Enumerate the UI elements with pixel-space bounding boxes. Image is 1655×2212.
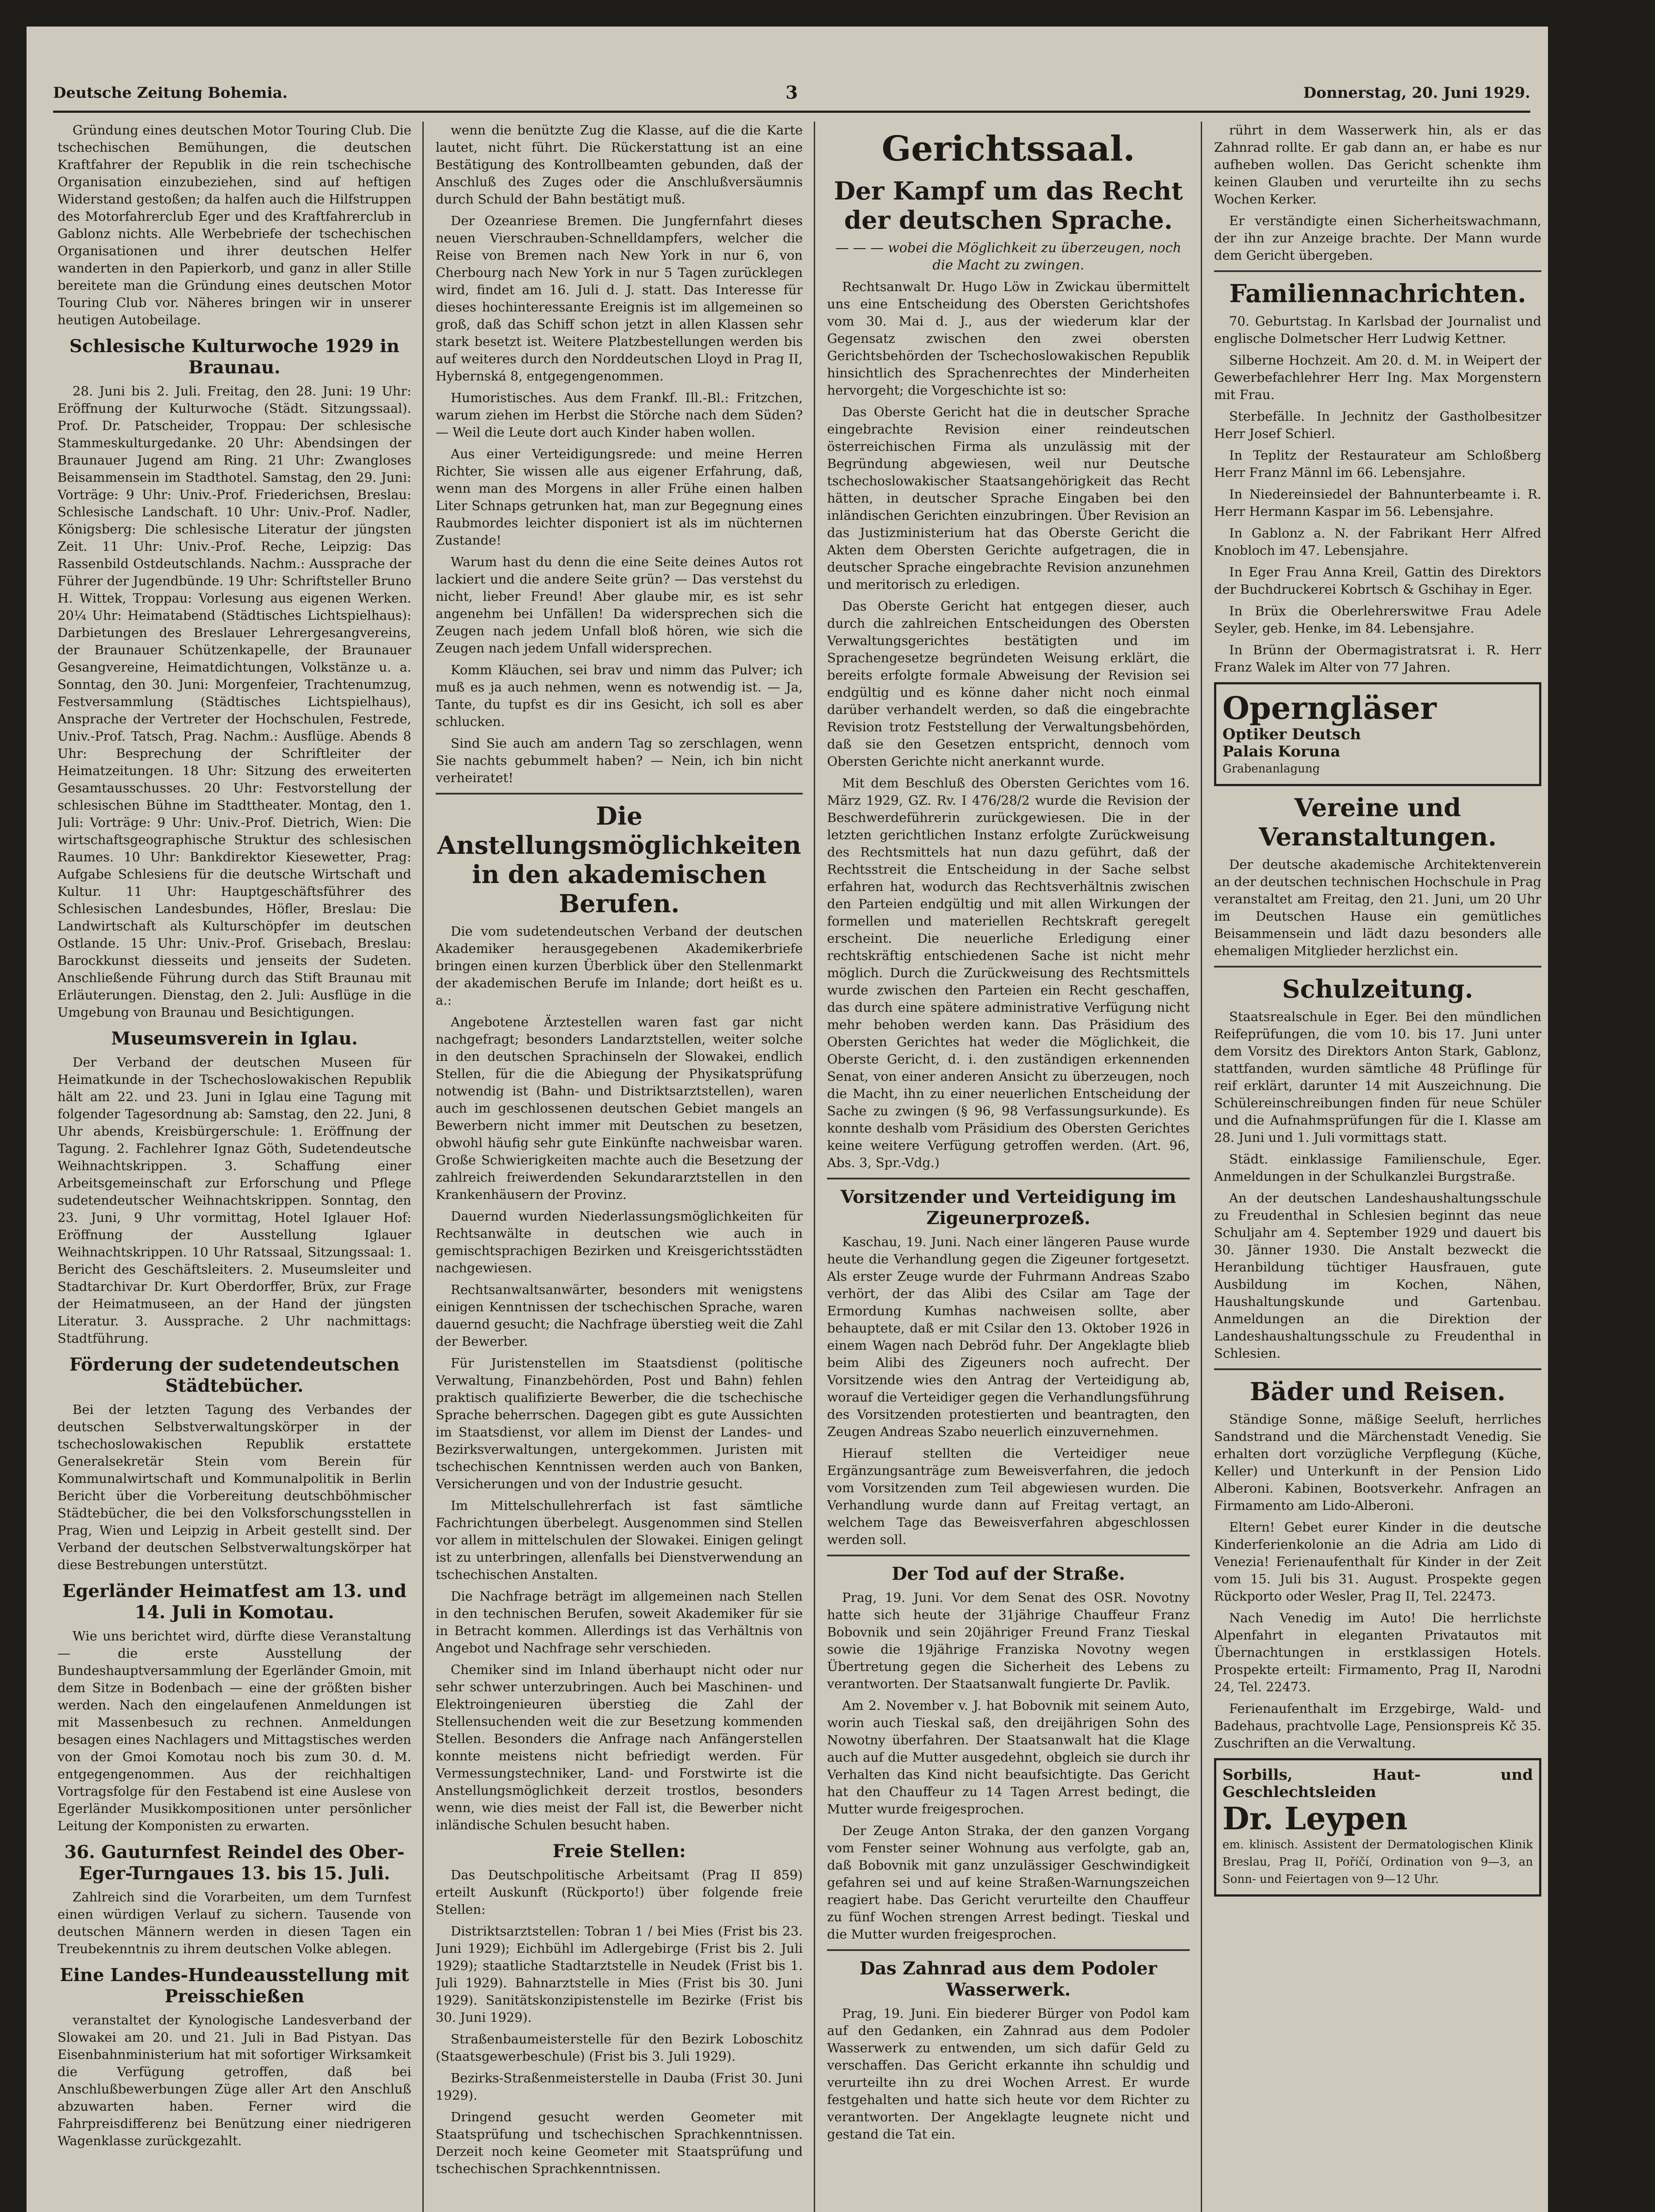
article-humor-4: Komm Kläuchen, sei brav und nimm das Pulver; ich muß es ja auch nehmen, wenn es notwendig ist. — Ja, Tante, du tupfst es dir ins Gesicht, ich soll es aber schlucken.: [436, 662, 803, 729]
heading-turnfest: 36. Gauturnfest Reindel des Ober-Eger-Turngaues 13. bis 15. Juli.: [64, 1842, 405, 1884]
heading-heimatfest: Egerländer Heimatfest am 13. und 14. Juli in Komotau.: [62, 1581, 407, 1623]
article-zigeuner-2: Hierauf stellten die Verteidiger neue Ergänzungsanträge zum Beweisverfahren, die jedoch vom Vorsitzenden zum Teil abgewiesen wurden. Die Verhandlung wurde dann auf Freitag vertagt, an welchem Tage das Beweisverfahren abgeschlossen werden soll.: [827, 1446, 1190, 1547]
article-humor-2: Aus einer Verteidigungsrede: und meine Herren Richter, Sie wissen alle aus eigener Erfahrung, daß, wenn man des Morgens in aller Frühe einen halben Liter Schnaps getrunken hat, man zur Begegnung eines Raubmordes leichter disponiert ist als im nüchternen Zustande!: [436, 446, 803, 548]
heading-museumsverein: Museumsverein in Iglau.: [111, 1028, 358, 1049]
article-chemiker: Chemiker sind im Inland überhaupt nicht oder nur sehr schwer unterzubringen. Auch bei Maschinen- und Elektroingenieuren überstieg die Zahl der Stellensuchenden weit die zur Besetzung kommenden Stellen. Besonders die Anfrage nach Anfängerstellen konnte meistens nicht befriedigt werden. Für Vermessungstechniker, Land- und Forstwirte ist die Anstellungsmöglichkeit derzeit trostlos, besonders wenn, wie dies meist der Fall ist, die Bewerber nicht inländische Schulen besucht haben.: [436, 1662, 803, 1832]
divider: [436, 793, 803, 795]
column-divider: [422, 122, 424, 2212]
notice-haushaltungsschule: An der deutschen Landeshaushaltungsschule zu Freudenthal in Schlesien beginnt das neue Schuljahr am 4. September 1929 und dauert bis 30. Jänner 1930. Die Anstalt bezweckt die Heranbildung tüchtiger Hausfrauen, gute Ausbildung im Kochen, Nähen, Haushaltungskunde und Gartenbau. Anmeldungen an die Direktion der Landeshaushaltungsschule zu Freudenthal in Schlesien.: [1214, 1190, 1541, 1361]
subheading-sprache: — — — wobei die Möglichkeit zu überzeugen, noch die Macht zu zwingen.: [835, 240, 1181, 273]
divider: [1214, 270, 1541, 272]
ad-address: Grabenanlagung: [1222, 762, 1320, 776]
notice-venedig-auto: Nach Venedig im Auto! Die herrlichste Alpenfahrt in eleganten Privatautos mit Übernachtungen in erstklassigen Hotels. Prospekte erteilt: Firmamento, Prag II, Narodni 24, Tel. 22473.: [1214, 1610, 1541, 1694]
advertisement-opernglaeser: [1214, 682, 1541, 786]
article-humor-5: Sind Sie auch am andern Tag so zerschlagen, wenn Sie nachts gebummelt haben? — Nein, ich bin nicht verheiratet!: [436, 736, 803, 785]
issue-date: Donnerstag, 20. Juni 1929.: [1303, 84, 1530, 102]
article-tod-3: Der Zeuge Anton Straka, der den ganzen Vorgang vom Fenster seiner Wohnung aus verfolgte, gab an, daß Bobovnik mit ganz unzulässiger Geschwindigkeit gefahren sei und auf keine Straßen-Warnungszeichen reagiert habe. Das Gericht verurteilte den Chauffeur zu fünf Wochen strengen Arrest bedingt. Tieskal und die Mutter wurden freigesprochen.: [827, 1823, 1190, 1942]
heading-zahnrad: Das Zahnrad aus dem Podoler Wasserwerk.: [859, 1958, 1157, 2000]
heading-hundeausstellung: Eine Landes-Hundeausstellung mit Preisschießen: [60, 1965, 409, 2007]
notice-hochzeit: Silberne Hochzeit. Am 20. d. M. in Weipert der Gewerbefachlehrer Herr Ing. Max Morgenstern mit Frau.: [1214, 353, 1541, 402]
notice-sterbefall: In Teplitz der Restaurateur am Schloßberg Herr Franz Männl im 66. Lebensjahre.: [1214, 448, 1541, 480]
article-rechtsanwaelte: Dauernd wurden Niederlassungsmöglichkeiten für Rechtsanwälte in deutschen wie auch in gemischtsprachigen Bezirken und Kreisgerichtsstädten nachgewiesen.: [436, 1209, 803, 1275]
article-sprache-4: Mit dem Beschluß des Obersten Gerichtes vom 16. März 1929, GZ. Rv. I 476/28/2 wurde die Revision der Beschwerdeführerin zurückgewiesen. Die in der letzten gerichtlichen Instanz erfolgte Zurückweisung des Rechtsmittels hat nun dazu geführt, daß der Rechtsstreit die Entscheidung in der Sache selbst erfahren hat, wodurch das Rechtsverhältnis zwischen den Parteien endgültig und mit allen Wirkungen der formellen und materiellen Rechtskraft geregelt erscheint. Die neuerliche Erledigung einer rechtskräftig entschiedenen Sache ist nicht mehr möglich. Durch die Zurückweisung des Rechtsmittels wurde zwischen den Parteien ein Recht geschaffen, das durch eine spätere administrative Verfügung nicht mehr behoben werden kann. Das Präsidium des Obersten Gerichtes hat weder die Möglichkeit, die Oberste Gericht, d. i. den zuständigen erkennenden Senat, von einer anderen Ansicht zu überzeugen, noch die Macht, ihn zu einer neuerlichen Entscheidung der Sache zu zwingen (§ 96, 98 Verfassungsurkunde). Es konnte deshalb vom Präsidium des Obersten Gerichtes keine weitere Verfügung getroffen werden. (Art. 96, Abs. 3, Spr.-Vdg.): [827, 776, 1190, 1170]
heading-akademische-berufe: Die Anstellungsmöglichkeiten in den akademischen Berufen.: [437, 802, 801, 918]
article-akademiker-intro: Die vom sudetendeutschen Verband der deutschen Akademiker herausgegebenen Akademikerbriefe bringen einen kurzen Überblick über den Stellenmarkt der akademischen Berufe im Inlande; dort heißt es u. a.:: [436, 924, 803, 1008]
notice-sterbefall: Sterbefälle. In Jechnitz der Gastholbesitzer Herr Josef Schierl.: [1214, 409, 1541, 441]
article-arbeitsamt: Das Deutschpolitische Arbeitsamt (Prag II 859) erteilt Auskunft (Rückporto!) über folgende freie Stellen:: [436, 1867, 803, 1917]
article-strassenbau: Straßenbaumeisterstelle für den Bezirk Loboschitz (Staatsgewerbeschule) (Frist bis 3. Juli 1929).: [436, 2032, 803, 2064]
notice-geburtstag: 70. Geburtstag. In Karlsbad der Journalist und englische Dolmetscher Herr Ludwig Kettner.: [1214, 314, 1541, 346]
divider: [827, 1555, 1190, 1556]
column-divider: [814, 122, 815, 2212]
notice-sterbefall: In Niedereinsiedel der Bahnunterbeamte i. R. Herr Hermann Kaspar im 56. Lebensjahre.: [1214, 487, 1541, 519]
heading-vereine: Vereine und Veranstaltungen.: [1259, 793, 1497, 852]
article-bremen: Der Ozeanriese Bremen. Die Jungfernfahrt dieses neuen Vierschrauben-Schnelldampfers, welcher die Reise von Bremen nach New York in nur 6, von Cherbourg nach New York in nur 5 Tagen zurücklegen wird, findet am 16. Juli d. J. statt. Das Interesse für dieses hochinteressante Ereignis ist im allgemeinen so groß, daß das Schiff schon jetzt in allen Klassen sehr stark besetzt ist. Weitere Platzbestellungen werden bis auf weiteres durch den Norddeutschen Lloyd in Prag II, Hybernská 8, entgegengenommen.: [436, 213, 803, 384]
article-turnfest: Zahlreich sind die Vorarbeiten, um dem Turnfest einen würdigen Verlauf zu sichern. Tausende von deutschen Männern werden in diesen Tagen ein Treubekenntnis zu ihrem deutschen Volke ablegen.: [57, 1889, 411, 1956]
notice-architektenverein: Der deutsche akademische Architektenverein an der deutschen technischen Hochschule in Prag veranstaltet am Freitag, den 21. Juni, um 20 Uhr im Deutschen Hause ein gemütliches Beisammensein und lädt dazu besonders alle ehemaligen Mitglieder herzlichst ein.: [1214, 857, 1541, 958]
notice-sterbefall: In Brünn der Obermagistratsrat i. R. Herr Franz Walek im Alter von 77 Jahren.: [1214, 642, 1541, 675]
article-staedtebuecher: Bei der letzten Tagung des Verbandes der deutschen Selbstverwaltungskörper in der tschechoslowakischen Republik erstattete Generalsekretär Stein vom Berein für Kommunalwirtschaft und Kommunalpolitik in Berlin Bericht über die Vorbereitung deutschböhmischer Städtebücher, die bei den Volksforschungsstellen in Prag, Wien und Leipzig in Arbeit gestellt sind. Der Verband der deutschen Selbstverwaltungskörper hat diese Bestrebungen unterstützt.: [57, 1402, 411, 1572]
ad-company: Optiker Deutsch: [1222, 726, 1361, 743]
ad-headline: Operngläser: [1222, 690, 1437, 726]
column-3: [827, 122, 1190, 2212]
article-zigeuner-1: Kaschau, 19. Juni. Nach einer längeren Pause wurde heute die Verhandlung gegen die Zigeuner fortgesetzt. Als erster Zeuge wurde der Fuhrmann Andreas Szabo verhört, der das Alibi des Csilar am Tage der Ermordung Kumhas nachweisen sollte, aber behauptete, daß er mit Csilar den 13. Oktober 1926 in einem Wagen nach Debröd fuhr. Der Angeklagte blieb beim Alibi des Zigeuners noch aufrecht. Der Vorsitzende wies den Antrag der Verteidigung ab, worauf die Verteidiger gegen die Verhandlungsführung des Vorsitzenden protestierten und beantragten, den Zeugen Andreas Szabo neuerlich einzuvernehmen.: [827, 1234, 1190, 1439]
article-zahnrad-cont-2: Er verständigte einen Sicherheitswachmann, der ihn zur Anzeige brachte. Der Mann wurde dem Gericht übergeben.: [1214, 213, 1541, 263]
article-humor-1: Humoristisches. Aus dem Frankf. Ill.-Bl.: Fritzchen, warum ziehen im Herbst die Störche nach dem Süden? — Weil die Leute dort auch Kinder haben wollen.: [436, 390, 803, 440]
column-4: [1214, 122, 1541, 2212]
article-juristen: Für Juristenstellen im Staatsdienst (politische Verwaltung, Finanzbehörden, Post und Bahn) fehlen praktisch qualifizierte Bewerber, die die tschechische Sprache beherrschen. Dagegen gibt es gute Aussichten im Staatsdienst, vor allem im Dienst der Landes- und Bezirksverwaltungen, untergekommen. Juristen mit tschechischen Kenntnissen werden auch von Banken, Versicherungen und von der Industrie gesucht.: [436, 1356, 803, 1491]
article-anwaerter: Rechtsanwaltsanwärter, besonders mit wenigstens einigen Kenntnissen der tschechischen Sprache, waren dauernd gesucht; die Nachfrage überstieg weit die Zahl der Bewerber.: [436, 1282, 803, 1349]
notice-erzgebirge: Ferienaufenthalt im Erzgebirge, Wald- und Badehaus, prachtvolle Lage, Pensionspreis Kč 35. Zuschriften an die Verwaltung.: [1214, 1701, 1541, 1751]
newspaper-page: [27, 27, 1548, 2212]
notice-familienschule: Städt. einklassige Familienschule, Eger. Anmeldungen in der Schulkanzlei Burgstraße.: [1214, 1152, 1541, 1184]
article-aerzte: Angebotene Ärztestellen waren fast gar nicht nachgefragt; besonders Landarztstellen, weiter solche in den deutschen Sprachinseln der Slowakei, endlich Stellen, für die die Abiegung der Physikatsprüfung notwendig ist (Bahn- und Distriktsarztstellen), waren auch im geschlossenen deutschen Gebiet mangels an Bewerbern nicht immer mit Deutschen zu besetzen, obwohl häufig sehr gute Einkünfte nachweisbar waren. Große Schwierigkeiten machte auch die Besetzung der zahlreich freiwerdenden Sekundararztstellen in den Krankenhäusern der Provinz.: [436, 1014, 803, 1202]
article-heimatfest: Wie uns berichtet wird, dürfte diese Veranstaltung — die erste Ausstellung der Bundeshauptversammlung der Egerländer Gmoin, mit dem Sitze in Bodenbach — eine der größten bisher werden. Nach den eingelaufenen Anmeldungen ist mit Massenbesuch zu rechnen. Anmeldungen besagen eines Nachlagers und Mittagstisches werden von der Gmoi Komotau noch bis zum 30. d. M. entgegengenommen. Aus der reichhaltigen Vortragsfolge für den Festabend ist eine Auslese von Egerländer Musikkompositionen unter persönlicher Leitung der Komponisten zu erwarten.: [57, 1628, 411, 1833]
notice-sterbefall: In Gablonz a. N. der Fabrikant Herr Alfred Knobloch im 47. Lebensjahre.: [1214, 526, 1541, 558]
article-zahnrad: Prag, 19. Juni. Ein biederer Bürger von Podol kam auf den Gedanken, ein Zahnrad aus dem Podoler Wasserwerk zu entwenden, um sich dafür Geld zu verschaffen. Das Gericht erkannte ihn schuldig und verurteilte ihn zu drei Wochen Arrest. Er wurde festgehalten und hatte sich heute vor dem Richter zu verantworten. Der Angeklagte leugnete nicht und gestand die Tat ein.: [827, 2006, 1190, 2142]
page-number: 3: [785, 82, 798, 103]
article-strassenmeister: Bezirks-Straßenmeisterstelle in Dauba (Frist 30. Juni 1929).: [436, 2070, 803, 2103]
advertisement-dr-leypen: [1214, 1758, 1541, 1897]
ad-address: em. klinisch. Assistent der Dermatologischen Klinik Breslau, Prag II, Poříčí, Ordination von 9—3, an Sonn- und Feiertagen von 9—12 Uhr.: [1222, 1838, 1533, 1886]
column-2: [436, 122, 803, 2212]
page-header: [53, 80, 1530, 113]
article-motor-club: Gründung eines deutschen Motor Touring Club. Die tschechischen Bemühungen, die deutschen Kraftfahrer der Republik in die rein tschechische Organisation einzubeziehen, sind auf heftigen Widerstand gestoßen; da halfen auch die Hilfstruppen des Motorfahrerclub Eger und des Kraftfahrerclub in Gablonz nichts. Alle Werbebriefe der tschechischen Organisationen und ihrer deutschen Helfer wanderten in den Papierkorb, und ganz in aller Stille bereitete man die Gründung eines deutschen Motor Touring Club vor. Näheres bringen wir in unserer heutigen Autobeilage.: [57, 123, 411, 327]
heading-sprache: Der Kampf um das Recht der deutschen Sprache.: [834, 177, 1183, 235]
heading-staedtebuecher: Förderung der sudetendeutschen Städtebücher.: [69, 1354, 400, 1396]
notice-lido: Ständige Sonne, mäßige Seeluft, herrliches Sandstrand und die Märchenstadt Venedig. Sie erhalten dort vorzügliche Verpflegung (Küche, Keller) und Unterkunft in der Pension Lido Alberoni. Kabinen, Bootsverkehr. Anfragen an Firmamento am Lido-Alberoni.: [1214, 1412, 1541, 1513]
heading-baeder-reisen: Bäder und Reisen.: [1249, 1377, 1506, 1406]
notice-sterbefall: In Eger Frau Anna Kreil, Gattin des Direktors der Buchdruckerei Kobrtsch & Gschihay in Eger.: [1214, 565, 1541, 597]
divider: [1214, 1368, 1541, 1370]
article-distriktsarzt: Distriktsarztstellen: Tobran 1 / bei Mies (Frist bis 23. Juni 1929); Eichbühl im Adlergebirge (Frist bis 2. Juli 1929); staatliche Stadtarztstelle in Neudek (Frist bis 1. Juli 1929). Bahnarztstelle in Mies (Frist bis 30. Juni 1929). Sanitätskonzipistenstelle im Bezirke (Frist bis 30. Juni 1929).: [436, 1924, 803, 2025]
ad-title: Sorbills, Haut- und Geschlechtsleiden: [1222, 1766, 1533, 1801]
column-1: [57, 122, 411, 2212]
divider: [827, 1178, 1190, 1179]
divider: [827, 1949, 1190, 1951]
heading-zigeunerprozess: Vorsitzender und Verteidigung im Zigeunerprozeß.: [840, 1187, 1176, 1229]
article-humor-3: Warum hast du denn die eine Seite deines Autos rot lackiert und die andere Seite grün? — Das verstehst du nicht, lieber Freund! Aber glaube mir, es ist sehr angenehm bei Unfällen! Da widersprechen sich die Zeugen nach jedem Unfall bloß hören, wie sich die Zeugen nach jedem Unfall widersprechen.: [436, 554, 803, 656]
article-tod-1: Prag, 19. Juni. Vor dem Senat des OSR. Novotny hatte sich heute der 31jährige Chauffeur Franz Bobovnik und sein 20jähriger Freund Franz Tieskal sowie die 19jährige Franziska Novotny wegen Übertretung gegen die Sicherheit des Lebens zu verantworten. Der Staatsanwalt fungierte Dr. Pavlik.: [827, 1590, 1190, 1691]
heading-freie-stellen: Freie Stellen:: [552, 1841, 686, 1862]
heading-kulturwoche: Schlesische Kulturwoche 1929 in Braunau.: [69, 336, 400, 378]
notice-sterbefall: In Brüx die Oberlehrerswitwe Frau Adele Seyler, geb. Henke, im 84. Lebensjahre.: [1214, 603, 1541, 636]
article-continuation: wenn die benützte Zug die Klasse, auf die die Karte lautet, nicht führt. Die Rückerstattung ist an eine Bestätigung des Kontrollbeamten gebunden, daß der Anschluß des Zuges oder die Anschlußversäumnis durch Schuld der Bahn bestätigt muß.: [436, 123, 803, 207]
ad-location: Palais Koruna: [1222, 743, 1341, 760]
heading-tod-strasse: Der Tod auf der Straße.: [892, 1563, 1125, 1584]
article-mittelschule: Im Mittelschullehrerfach ist fast sämtliche Fachrichtungen überbelegt. Ausgenommen sind Stellen vor allem in mittelschulen der Slowakei. Einigen gelingt ist zu unterbringen, allenfalls bei Dienstverwendung an tschechischen Anstalten.: [436, 1498, 803, 1582]
heading-familiennachrichten: Familiennachrichten.: [1229, 279, 1526, 308]
article-hundeausstellung: veranstaltet der Kynologische Landesverband der Slowakei am 20. und 21. Juli in Bad Pistyan. Das Eisenbahnministerium hat mit sofortiger Wirksamkeit die Verfügung getroffen, daß bei Anschlußbewerbungen Züge aller Art den Anschluß abzuwarten haben. Ferner wird die Fahrpreisdifferenz bei Benützung einer niedrigeren Wagenklasse zurückgezahlt.: [57, 2012, 411, 2148]
article-tod-2: Am 2. November v. J. hat Bobovnik mit seinem Auto, worin auch Tieskal saß, den dreijährigen Sohn des Nowotny überfahren. Der Staatsanwalt hat die Klage auch auf die Mutter ausgedehnt, obgleich sie durch ihr Verhalten das Kind nicht beaufsichtigte. Das Gericht hat den Chauffeur zu 14 Tagen Arrest bedingt, die Mutter wurde freigesprochen.: [827, 1698, 1190, 1816]
article-sprache-2: Das Oberste Gericht hat die in deutscher Sprache eingebrachte Revision einer reindeutschen österreichischen Firma als unzulässig mit der Begründung abgewiesen, weil nur Deutsche tschechoslowakischer Staatsangehörigkeit das Recht hätten, in deutscher Sprache Eingaben bei den inländischen Gerichten einzubringen. Über Revision an das Justizministerium hat das Oberste Gericht die Akten dem Obersten Gerichte aufgetragen, die in deutscher Sprache eingebrachte Revision anzunehmen und meritorisch zu erledigen.: [827, 404, 1190, 592]
article-geometer: Dringend gesucht werden Geometer mit Staatsprüfung und tschechischen Sprachkenntnissen. Derzeit noch keine Geometer mit Staatsprüfung und tschechischen Sprachkenntnissen.: [436, 2109, 803, 2176]
heading-schulzeitung: Schulzeitung.: [1282, 975, 1473, 1004]
article-sprache-3: Das Oberste Gericht hat entgegen dieser, auch durch die zahlreichen Entscheidungen des Obersten Verwaltungsgerichtes bestätigten und im Sprachengesetze begründeten Weisung erklärt, die bereits erfolgte formale Abweisung der Revision sei endgültig und es könne daher nicht noch einmal darüber verhandelt werden, so daß die eingebrachte Revision trotz Feststellung der Verwaltungsbehörden, daß sie den Gesetzen entspricht, dennoch vom Obersten Gerichte nicht anerkannt wurde.: [827, 599, 1190, 769]
ad-doctor-name: Dr. Leypen: [1222, 1800, 1408, 1837]
notice-realschule: Staatsrealschule in Eger. Bei den mündlichen Reifeprüfungen, die vom 10. bis 17. Juni unter dem Vorsitz des Direktors Anton Stark, Gablonz, stattfanden, wurden sämtliche 48 Prüflinge für reif erklärt, darunter 14 mit Auszeichnung. Die Schülereinschreibungen finden für neue Schüler und die Aufnahmsprüfungen für die I. Klasse am 28. Juni und 1. Juli vormittags statt.: [1214, 1009, 1541, 1145]
notice-kinderkolonie: Eltern! Gebet eurer Kinder in die deutsche Kinderferienkolonie an die Adria am Lido di Venezia! Ferienaufenthalt für Kinder in der Zeit vom 15. Juli bis 31. August. Prospekte gegen Rückporto oder Wesler, Prag II, Tel. 22473.: [1214, 1520, 1541, 1604]
article-sprache-1: Rechtsanwalt Dr. Hugo Löw in Zwickau übermittelt uns eine Entscheidung des Obersten Gerichtshofes vom 30. Mai d. J., aus der wiederum klar der Gegensatz zwischen den zwei obersten Gerichtsbehörden der Tschechoslowakischen Republik hinsichtlich des Sprachenrechtes der Minderheiten hervorgeht; die Vorgeschichte ist so:: [827, 279, 1190, 398]
section-title-gerichtssaal: Gerichtssaal.: [881, 129, 1135, 169]
article-museumsverein: Der Verband der deutschen Museen für Heimatkunde in der Tschechoslowakischen Republik hält am 22. und 23. Juni in Iglau eine Tagung mit folgender Tagesordnung ab: Samstag, den 22. Juni, 8 Uhr abends, Kreisbürgerschule: 1. Eröffnung der Tagung. 2. Fachlehrer Ignaz Göth, Sudetendeutsche Weihnachtskrippen. 3. Schaffung einer Arbeitsgemeinschaft zur Erforschung und Pflege sudetendeutscher Weihnachtskrippen. Sonntag, den 23. Juni, 9 Uhr vormittag, Hotel Iglauer Hof: Eröffnung der Ausstellung Iglauer Weihnachtskrippen. 10 Uhr Ratssaal, Sitzungssaal: 1. Bericht des Geschäftsleiters. 2. Museumsleiter und Stadtarchivar Dr. Kurt Oberdorffer, Brüx, zur Frage der Heimatmuseen, an der Hand der jüngsten Literatur. 3. Aussprache. 2 Uhr nachmittags: Stadtführung.: [57, 1055, 411, 1346]
article-technik: Die Nachfrage beträgt im allgemeinen nach Stellen in den technischen Berufen, soweit Akademiker für sie in Betracht kommen. Allerdings ist das Verhältnis von Angebot und Nachfrage sehr verschieden.: [436, 1589, 803, 1655]
divider: [1214, 966, 1541, 968]
article-kulturwoche: 28. Juni bis 2. Juli. Freitag, den 28. Juni: 19 Uhr: Eröffnung der Kulturwoche (Städt. Sitzungssaal). Prof. Dr. Patscheider, Troppau: Der schlesische Stammeskulturgedanke. 20 Uhr: Abendsingen der Braunauer Jugend am Ring. 21 Uhr: Zwangloses Beisammensein im Stadthotel. Samstag, den 29. Juni: Vorträge: 9 Uhr: Univ.-Prof. Friederichsen, Breslau: Schlesische Landschaft. 10 Uhr: Univ.-Prof. Nadler, Königsberg: Die schlesische Literatur der jüngsten Zeit. 11 Uhr: Univ.-Prof. Reche, Leipzig: Das Rassenbild Ostdeutschlands. Nachm.: Aussprache der Führer der Jugendbünde. 19 Uhr: Schriftsteller Bruno H. Wittek, Troppau: Vorlesung aus eigenen Werken. 20¼ Uhr: Heimatabend (Städtisches Lichtspielhaus): Darbietungen des Breslauer Lehrergesangvereins, der Braunauer Schützenkapelle, der Braunauer Gesangvereine, Heimatdichtungen, Volkstänze u. a. Sonntag, den 30. Juni: Morgenfeier, Trachtenumzug, Festversammlung (Städtisches Lichtspielhaus), Ansprache der Vertreter der Hochschulen, Festrede, Univ.-Prof. Tatsch, Prag. Nachm.: Ausflüge. Abends 8 Uhr: Besprechung der Schriftleiter der Heimatzeitungen. 18 Uhr: Sitzung des erweiterten Gesamtausschusses. 20 Uhr: Festvorstellung der schlesischen Bühne im Stadttheater. Montag, den 1. Juli: Vorträge: 9 Uhr: Univ.-Prof. Dietrich, Wien: Die wirtschaftsgeographische Struktur des schlesischen Raumes. 10 Uhr: Bankdirektor Kiesewetter, Prag: Aufgabe Schlesiens für die deutsche Wirtschaft und Kultur. 11 Uhr: Hauptgeschäftsführer des Schlesischen Landesbundes, Höfler, Breslau: Die Landwirtschaft als Kulturschöpfer im deutschen Ostlande. 15 Uhr: Univ.-Prof. Grisebach, Breslau: Barockkunst diesseits und jenseits der Sudeten. Anschließende Führung durch das Stift Braunau mit Erläuterungen. Dienstag, den 2. Juli: Ausflüge in die Umgebung von Braunau und Besichtigungen.: [57, 384, 411, 1020]
column-divider: [1201, 122, 1202, 2212]
newspaper-name: Deutsche Zeitung Bohemia.: [53, 84, 288, 102]
article-zahnrad-cont: rührt in dem Wasserwerk hin, als er das Zahnrad rollte. Er gab dann an, er habe es nur aufheben wollen. Das Gericht schenkte ihm keinen Glauben und verurteilte ihn zu sechs Wochen Kerker.: [1214, 123, 1541, 207]
